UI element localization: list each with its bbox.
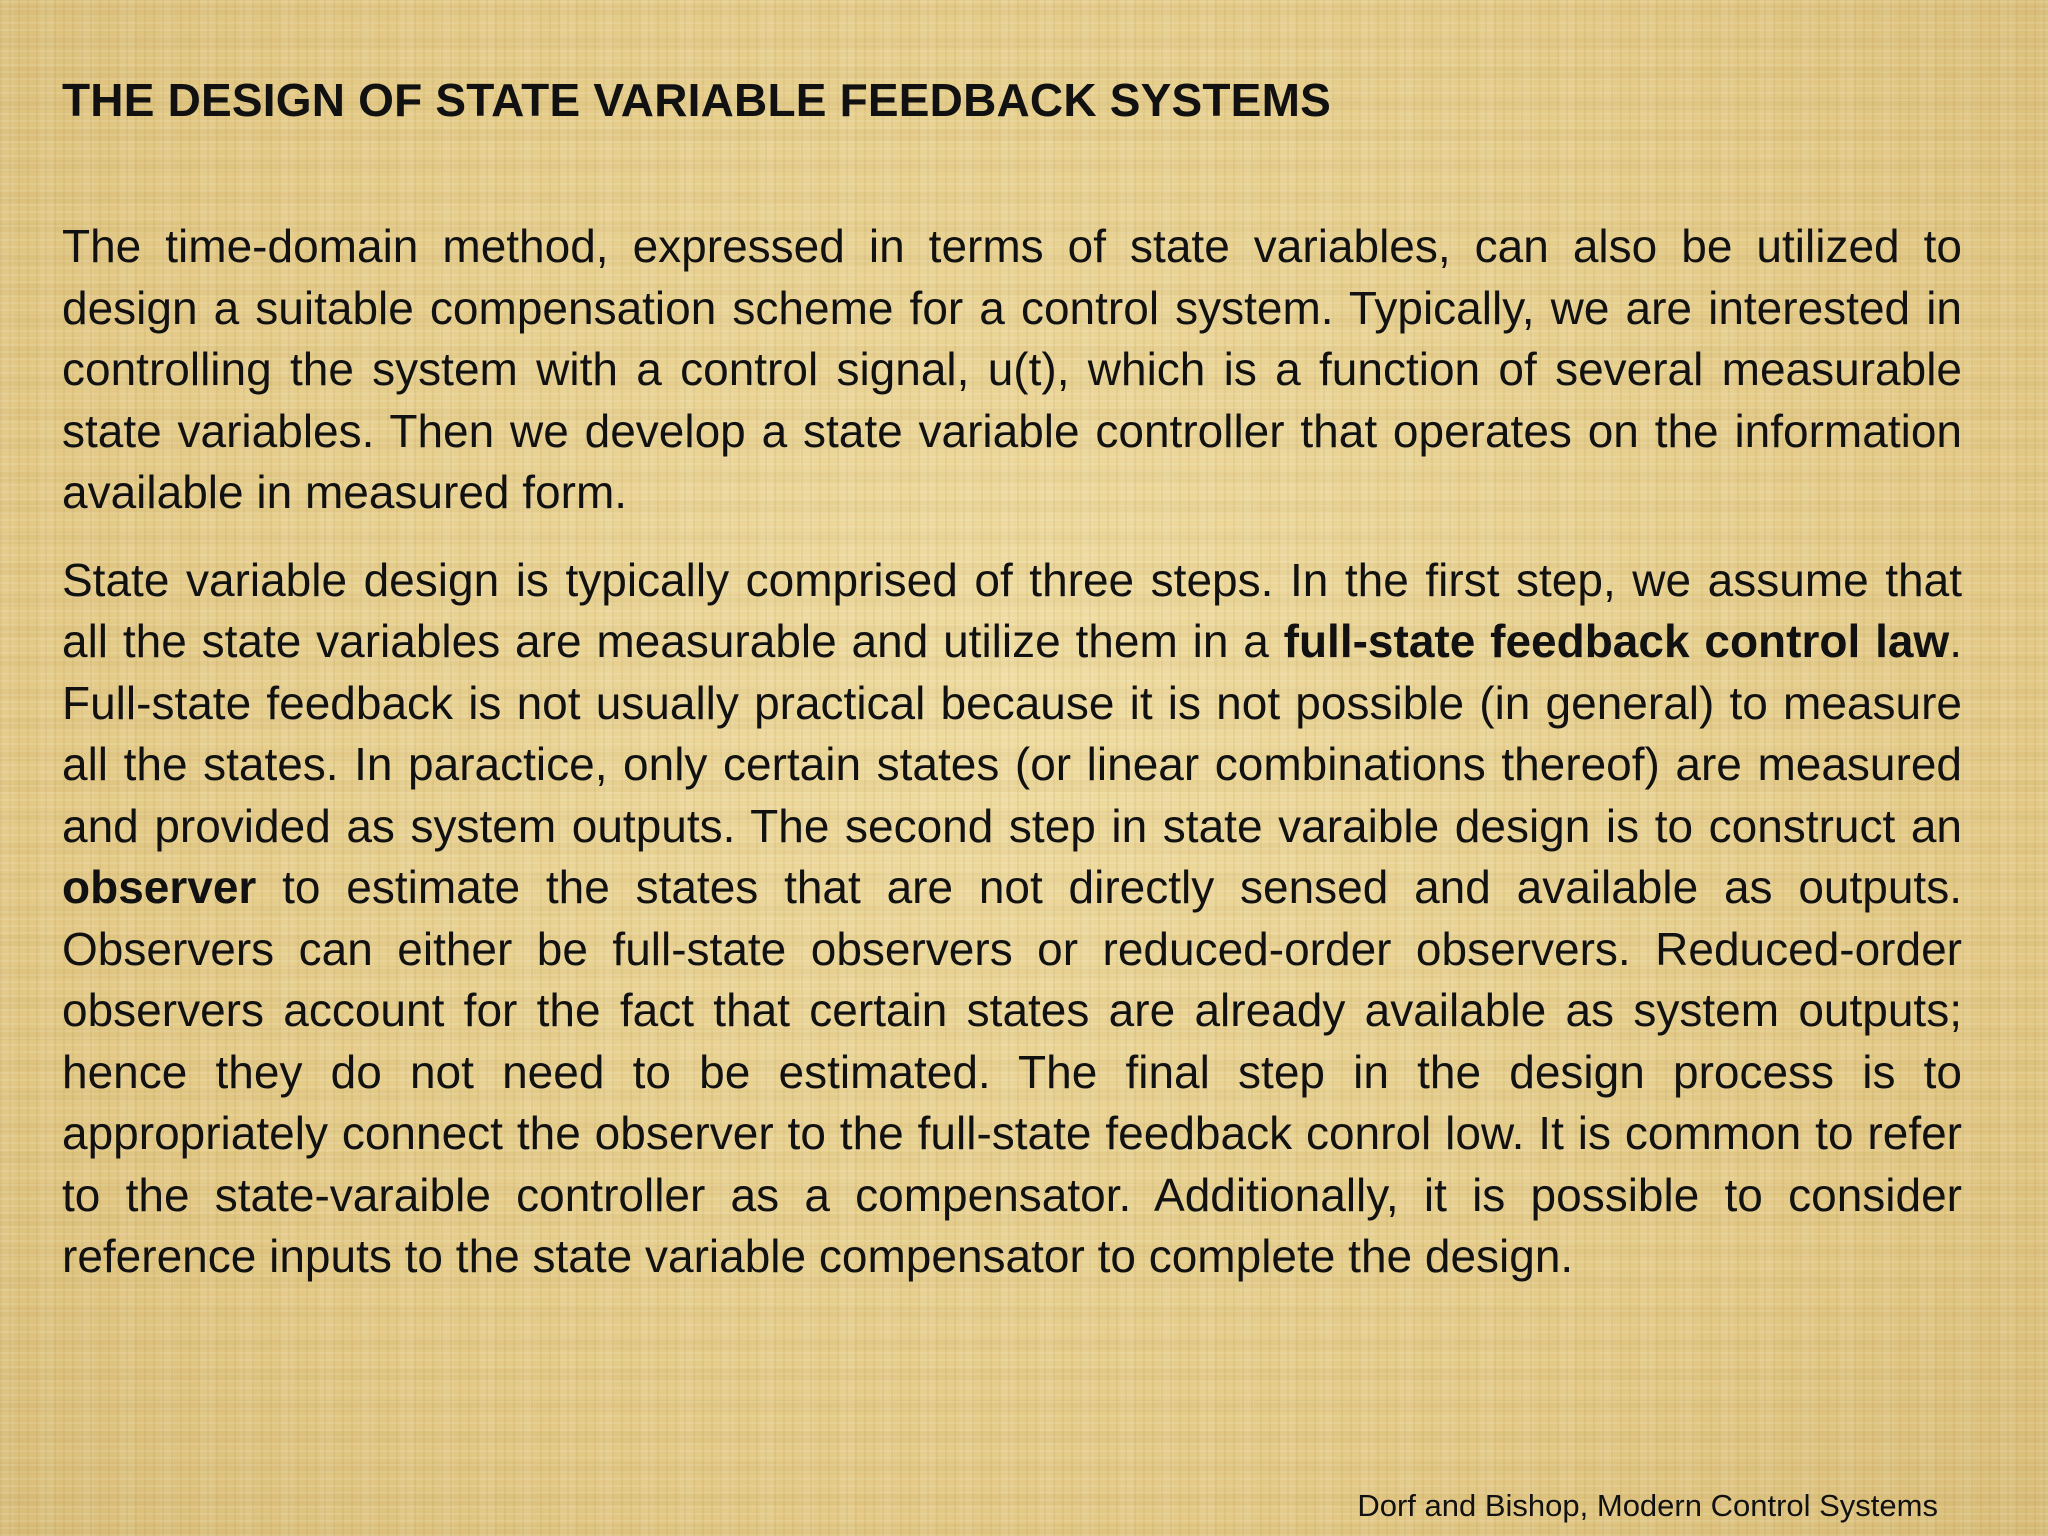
- paragraph-1: The time-domain method, expressed in terms of state variables, can also be utilized to design a suitable compensation scheme for a control system. Typically, we are interested in controlling the system with a control signal, u(t), which is a function of several measurable state variables. Then we develop a state variable controller that operates on the information available in measured form.: [62, 220, 1962, 518]
- bold-term-observer: observer: [62, 861, 257, 913]
- paragraph-2: [62, 550, 1962, 1288]
- paragraph-2-text-3: to estimate the states that are not directly sensed and available as outputs. Observers can either be full-state observers or reduced-order observers. Reduced-order observers account for the fact that certain states are already available as system outputs; hence they do not need to be estimated. The final step in the design process is to appropriately connect the observer to the full-state feedback conrol low. It is common to refer to the state-varaible controller as a compensator. Additionally, it is possible to consider reference inputs to the state variable compensator to complete the design.: [62, 861, 1962, 1282]
- slide-body: [62, 216, 1962, 1288]
- paragraph-2-text-1: State variable design is typically comprised of three steps. In the first step, we assume that all the state variables are measurable and utilize them in a: [62, 553, 1962, 667]
- bold-term-full-state-feedback: full-state feedback control law: [1283, 615, 1950, 667]
- source-citation: Dorf and Bishop, Modern Control Systems: [1357, 1488, 1938, 1523]
- slide-title: THE DESIGN OF STATE VARIABLE FEEDBACK SYSTEMS: [62, 74, 1331, 126]
- paragraph-2-text-2: . Full-state feedback is not usually practical because it is not possible (in general) to measure all the states. In paractice, only certain states (or linear combinations thereof) are measured and provided as system outputs. The second step in state varaible design is to construct an: [62, 615, 1962, 852]
